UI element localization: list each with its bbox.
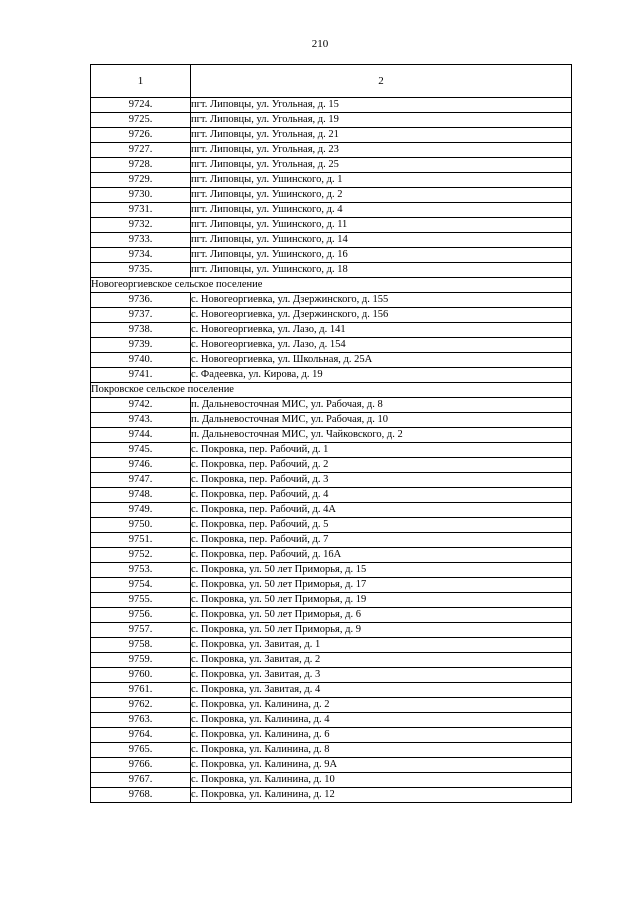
table-row xyxy=(91,698,572,713)
row-number: 9727. xyxy=(91,143,191,158)
row-address: с. Покровка, пер. Рабочий, д. 2 xyxy=(191,458,572,473)
table-row xyxy=(91,263,572,278)
row-number: 9740. xyxy=(91,353,191,368)
table-row xyxy=(91,113,572,128)
row-address: пгт. Липовцы, ул. Угольная, д. 15 xyxy=(191,98,572,113)
table-row xyxy=(91,98,572,113)
row-number: 9751. xyxy=(91,533,191,548)
row-address: с. Покровка, пер. Рабочий, д. 16А xyxy=(191,548,572,563)
row-address: пгт. Липовцы, ул. Ушинского, д. 2 xyxy=(191,188,572,203)
section-row xyxy=(91,383,572,398)
row-number: 9764. xyxy=(91,728,191,743)
row-number: 9724. xyxy=(91,98,191,113)
row-number: 9758. xyxy=(91,638,191,653)
table-row xyxy=(91,218,572,233)
table-row xyxy=(91,623,572,638)
row-number: 9735. xyxy=(91,263,191,278)
row-number: 9741. xyxy=(91,368,191,383)
row-address: с. Покровка, ул. 50 лет Приморья, д. 9 xyxy=(191,623,572,638)
section-title: Новогеоргиевское сельское поселение xyxy=(91,278,572,293)
row-address: пгт. Липовцы, ул. Угольная, д. 23 xyxy=(191,143,572,158)
row-number: 9762. xyxy=(91,698,191,713)
row-address: с. Новогеоргиевка, ул. Лазо, д. 154 xyxy=(191,338,572,353)
row-address: с. Новогеоргиевка, ул. Лазо, д. 141 xyxy=(191,323,572,338)
table-row xyxy=(91,788,572,803)
row-number: 9745. xyxy=(91,443,191,458)
table-row xyxy=(91,503,572,518)
row-number: 9748. xyxy=(91,488,191,503)
row-address: пгт. Липовцы, ул. Угольная, д. 19 xyxy=(191,113,572,128)
row-address: с. Покровка, пер. Рабочий, д. 4А xyxy=(191,503,572,518)
row-number: 9739. xyxy=(91,338,191,353)
row-number: 9759. xyxy=(91,653,191,668)
table-row xyxy=(91,593,572,608)
row-address: с. Покровка, ул. Завитая, д. 1 xyxy=(191,638,572,653)
table-row xyxy=(91,173,572,188)
row-number: 9747. xyxy=(91,473,191,488)
row-address: с. Покровка, ул. Калинина, д. 6 xyxy=(191,728,572,743)
row-address: с. Покровка, пер. Рабочий, д. 5 xyxy=(191,518,572,533)
table-row xyxy=(91,713,572,728)
table-row xyxy=(91,458,572,473)
row-address: пгт. Липовцы, ул. Ушинского, д. 1 xyxy=(191,173,572,188)
row-number: 9733. xyxy=(91,233,191,248)
row-number: 9728. xyxy=(91,158,191,173)
table-row xyxy=(91,143,572,158)
table-row xyxy=(91,743,572,758)
table-row xyxy=(91,323,572,338)
row-address: пгт. Липовцы, ул. Ушинского, д. 11 xyxy=(191,218,572,233)
row-number: 9725. xyxy=(91,113,191,128)
row-address: с. Покровка, ул. Калинина, д. 10 xyxy=(191,773,572,788)
row-address: с. Новогеоргиевка, ул. Дзержинского, д. 155 xyxy=(191,293,572,308)
row-number: 9752. xyxy=(91,548,191,563)
table-header xyxy=(91,65,572,98)
row-address: п. Дальневосточная МИС, ул. Чайковского, д. 2 xyxy=(191,428,572,443)
row-address: с. Покровка, ул. 50 лет Приморья, д. 6 xyxy=(191,608,572,623)
table-row xyxy=(91,473,572,488)
row-address: с. Покровка, пер. Рабочий, д. 3 xyxy=(191,473,572,488)
table-row xyxy=(91,548,572,563)
row-address: пгт. Липовцы, ул. Ушинского, д. 16 xyxy=(191,248,572,263)
row-number: 9760. xyxy=(91,668,191,683)
row-number: 9730. xyxy=(91,188,191,203)
table-row xyxy=(91,128,572,143)
row-address: с. Покровка, пер. Рабочий, д. 4 xyxy=(191,488,572,503)
row-address: с. Покровка, ул. Завитая, д. 2 xyxy=(191,653,572,668)
row-address: с. Покровка, ул. Калинина, д. 2 xyxy=(191,698,572,713)
row-number: 9737. xyxy=(91,308,191,323)
row-address: с. Покровка, ул. Завитая, д. 4 xyxy=(191,683,572,698)
row-number: 9732. xyxy=(91,218,191,233)
table-row xyxy=(91,293,572,308)
row-number: 9736. xyxy=(91,293,191,308)
row-number: 9743. xyxy=(91,413,191,428)
row-address: с. Фадеевка, ул. Кирова, д. 19 xyxy=(191,368,572,383)
row-address: с. Покровка, ул. Калинина, д. 8 xyxy=(191,743,572,758)
row-number: 9746. xyxy=(91,458,191,473)
row-number: 9726. xyxy=(91,128,191,143)
row-number: 9729. xyxy=(91,173,191,188)
table-row xyxy=(91,158,572,173)
table-row xyxy=(91,518,572,533)
table-row xyxy=(91,203,572,218)
table-body xyxy=(91,98,572,803)
row-address: с. Покровка, ул. 50 лет Приморья, д. 15 xyxy=(191,563,572,578)
table-row xyxy=(91,413,572,428)
table-row xyxy=(91,188,572,203)
table-row xyxy=(91,668,572,683)
section-row xyxy=(91,278,572,293)
row-address: п. Дальневосточная МИС, ул. Рабочая, д. 8 xyxy=(191,398,572,413)
row-address: с. Покровка, ул. Калинина, д. 9А xyxy=(191,758,572,773)
table-row xyxy=(91,728,572,743)
table-row xyxy=(91,683,572,698)
row-address: пгт. Липовцы, ул. Угольная, д. 21 xyxy=(191,128,572,143)
table-row xyxy=(91,428,572,443)
row-address: с. Новогеоргиевка, ул. Школьная, д. 25А xyxy=(191,353,572,368)
row-number: 9757. xyxy=(91,623,191,638)
row-number: 9756. xyxy=(91,608,191,623)
row-number: 9753. xyxy=(91,563,191,578)
table-row xyxy=(91,638,572,653)
row-number: 9749. xyxy=(91,503,191,518)
row-address: с. Покровка, пер. Рабочий, д. 7 xyxy=(191,533,572,548)
row-number: 9761. xyxy=(91,683,191,698)
table-row xyxy=(91,563,572,578)
row-address: пгт. Липовцы, ул. Ушинского, д. 4 xyxy=(191,203,572,218)
row-number: 9765. xyxy=(91,743,191,758)
row-address: с. Покровка, пер. Рабочий, д. 1 xyxy=(191,443,572,458)
page-number: 210 xyxy=(311,38,329,50)
row-number: 9734. xyxy=(91,248,191,263)
table-row xyxy=(91,488,572,503)
address-table xyxy=(90,64,572,803)
table-row xyxy=(91,353,572,368)
row-address: пгт. Липовцы, ул. Ушинского, д. 18 xyxy=(191,263,572,278)
table-row xyxy=(91,233,572,248)
column-header-1: 1 xyxy=(91,65,191,98)
table-row xyxy=(91,443,572,458)
row-number: 9768. xyxy=(91,788,191,803)
column-header-2: 2 xyxy=(191,65,572,98)
table-row xyxy=(91,533,572,548)
row-address: п. Дальневосточная МИС, ул. Рабочая, д. 10 xyxy=(191,413,572,428)
row-address: с. Покровка, ул. 50 лет Приморья, д. 19 xyxy=(191,593,572,608)
row-number: 9754. xyxy=(91,578,191,593)
table-row xyxy=(91,608,572,623)
table-row xyxy=(91,653,572,668)
table-row xyxy=(91,578,572,593)
row-number: 9763. xyxy=(91,713,191,728)
table-row xyxy=(91,308,572,323)
table-row xyxy=(91,368,572,383)
row-number: 9755. xyxy=(91,593,191,608)
row-number: 9744. xyxy=(91,428,191,443)
table-row xyxy=(91,398,572,413)
row-address: с. Покровка, ул. Завитая, д. 3 xyxy=(191,668,572,683)
row-number: 9766. xyxy=(91,758,191,773)
row-address: с. Новогеоргиевка, ул. Дзержинского, д. 156 xyxy=(191,308,572,323)
row-number: 9767. xyxy=(91,773,191,788)
row-number: 9738. xyxy=(91,323,191,338)
table-row xyxy=(91,758,572,773)
row-number: 9750. xyxy=(91,518,191,533)
row-address: с. Покровка, ул. Калинина, д. 12 xyxy=(191,788,572,803)
row-address: с. Покровка, ул. 50 лет Приморья, д. 17 xyxy=(191,578,572,593)
table-row xyxy=(91,773,572,788)
row-number: 9731. xyxy=(91,203,191,218)
table-row xyxy=(91,338,572,353)
row-address: пгт. Липовцы, ул. Угольная, д. 25 xyxy=(191,158,572,173)
row-address: с. Покровка, ул. Калинина, д. 4 xyxy=(191,713,572,728)
row-number: 9742. xyxy=(91,398,191,413)
row-address: пгт. Липовцы, ул. Ушинского, д. 14 xyxy=(191,233,572,248)
section-title: Покровское сельское поселение xyxy=(91,383,572,398)
table-row xyxy=(91,248,572,263)
